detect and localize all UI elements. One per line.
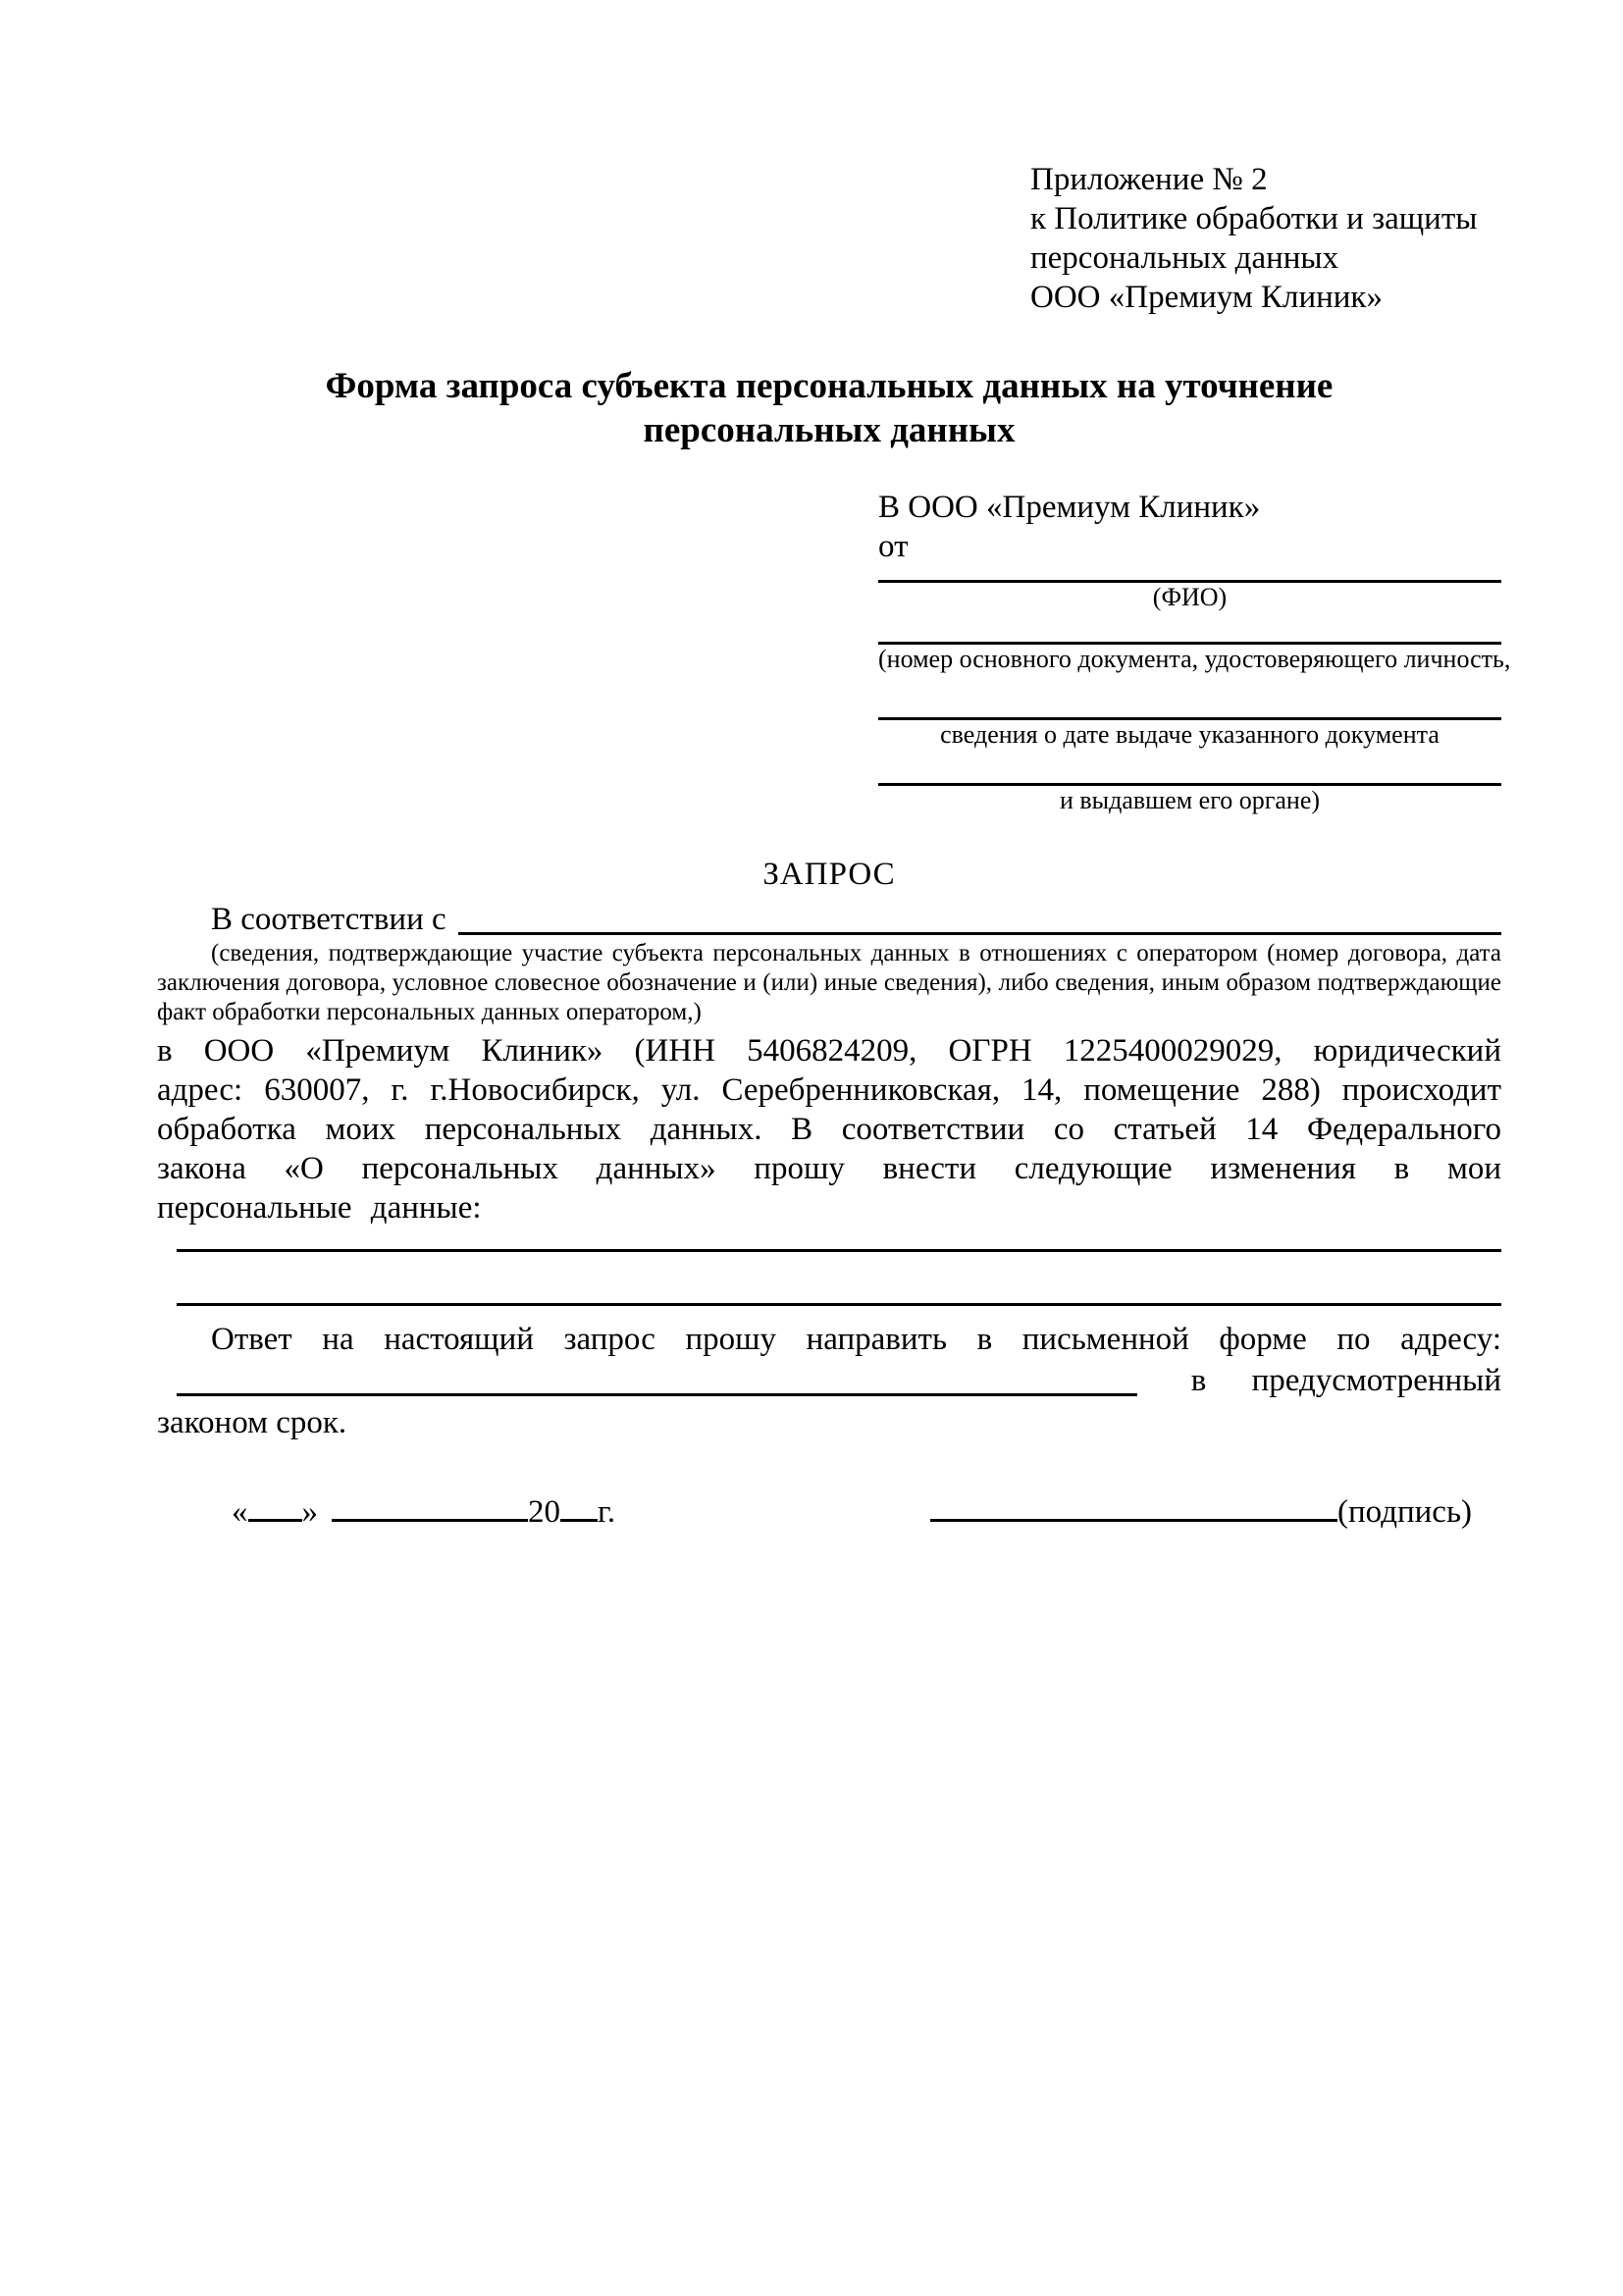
signature-caption: (подпись) [1337, 1494, 1472, 1530]
signature-field [930, 1492, 1472, 1532]
id-document-blank-line [878, 612, 1501, 645]
changes-blank-line-1 [177, 1227, 1501, 1252]
document-title: Форма запроса субъекта персональных данных на уточнение персональных данных [325, 366, 1334, 450]
issuing-authority-blank-line [878, 750, 1501, 786]
day-open-quote: « [232, 1494, 248, 1530]
signature-blank-line [930, 1515, 1337, 1522]
fio-caption: (ФИО) [1152, 583, 1228, 611]
issue-date-blank-line [878, 674, 1501, 720]
date-field [232, 1492, 615, 1532]
issuing-authority-caption: и выдавшем его органе) [1059, 786, 1321, 814]
response-address-sentence: Ответ на настоящий запрос прошу направить в письменной форме по адресу: [211, 1322, 1501, 1357]
accordance-blank-line [458, 900, 1501, 935]
accordance-label: В соответствии с [211, 902, 446, 937]
month-blank-line [332, 1515, 528, 1522]
address-blank-line [177, 1393, 1137, 1396]
date-signature-row [157, 1492, 1472, 1532]
id-document-caption: (номер основного документа, удостоверяющего личность, [878, 645, 1511, 673]
operator-paragraph: в ООО «Премиум Клиник» (ИНН 5406824209, ОГРН 1225400029029, юридический адрес: 630007, г. г.Новосибирск, ул. Серебренниковская, 14, помещение 288) происходит обработка моих персональных данных. В соответствии со статьей 14 Федерального закона «О персональных данных» прошу внести следующие изменения в мои персональные данные: [157, 1033, 1501, 1226]
year-blank-line [560, 1515, 598, 1522]
address-row [157, 1359, 1501, 1402]
year-prefix: 20 [528, 1494, 560, 1530]
appendix-block [1030, 160, 1501, 317]
year-suffix: г. [598, 1494, 616, 1530]
day-close-quote: » [301, 1494, 318, 1530]
response-deadline-right: в предусмотренный [1190, 1363, 1501, 1398]
fio-blank-line [878, 566, 1501, 583]
addressee-block [878, 488, 1511, 815]
issue-date-caption: сведения о дате выдаче указанного документа [940, 720, 1440, 749]
appendix-line-3: персональных данных [1030, 240, 1339, 276]
appendix-line-2: к Политике обработки и защиты [1030, 201, 1478, 236]
addressee-from-label: от [878, 529, 909, 564]
accordance-footnote: (сведения, подтверждающие участие субъекта персональных данных в отношениях с оператором (номер договора, дата заключения договора, условное словесное обозначение и (или) иные сведения), либо сведения, иным образом подтверждающие факт обработки персональных данных оператором,) [157, 940, 1501, 1025]
request-heading: ЗАПРОС [762, 857, 896, 892]
addressee-to: В ООО «Премиум Клиник» [878, 490, 1261, 525]
day-blank-line [248, 1515, 302, 1522]
response-deadline-end: законом срок. [157, 1405, 347, 1440]
changes-blank-line-2 [177, 1252, 1501, 1306]
accordance-row [157, 900, 1501, 939]
appendix-line-1: Приложение № 2 [1030, 162, 1268, 197]
appendix-line-4: ООО «Премиум Клиник» [1030, 280, 1383, 315]
